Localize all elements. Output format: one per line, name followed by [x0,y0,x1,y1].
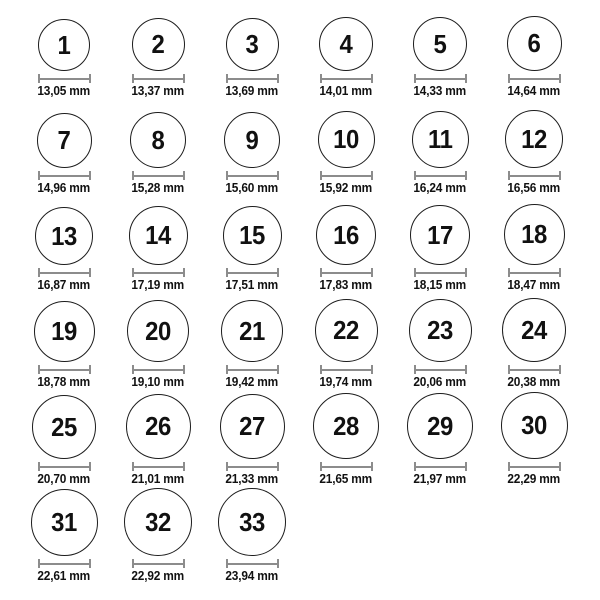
diameter-dimension-line [414,365,467,374]
dimension-hline [39,272,90,274]
ring-circle [407,393,473,459]
dimension-hline [227,466,278,468]
ring-size-number: 29 [427,410,453,441]
ring-size-cell [111,196,205,293]
diameter-label: 17,51 mm [225,278,279,292]
ring-size-number: 32 [145,506,171,537]
ring-size-number: 1 [57,29,71,60]
ring-circle [130,112,186,168]
diameter-label: 20,06 mm [413,375,467,389]
diameter-label: 15,28 mm [131,181,185,195]
ring-circle [127,300,189,362]
ring-size-number: 12 [521,123,547,154]
ring-circle [502,298,566,362]
dimension-hline [227,78,278,80]
diameter-dimension-line [38,559,91,568]
dimension-hline [133,78,184,80]
diameter-label: 15,60 mm [225,181,279,195]
diameter-label: 16,56 mm [507,181,561,195]
ring-size-cell [111,293,205,390]
diameter-label: 23,94 mm [225,569,279,583]
diameter-dimension-line [226,462,279,471]
ring-size-cell [299,99,393,196]
diameter-label: 20,70 mm [37,472,91,486]
dimension-hline [133,369,184,371]
ring-circle [126,394,191,459]
ring-circle [409,299,472,362]
ring-circle [220,394,285,459]
diameter-dimension-line [508,268,561,277]
ring-size-number: 8 [151,124,165,155]
ring-size-number: 24 [521,314,547,345]
dimension-hline [39,175,90,177]
diameter-dimension-line [508,365,561,374]
ring-size-number: 20 [145,315,171,346]
dimension-hline [39,369,90,371]
ring-size-cell [17,99,111,196]
diameter-label: 21,33 mm [225,472,279,486]
ring-size-cell [205,99,299,196]
diameter-dimension-line [226,171,279,180]
diameter-label: 17,83 mm [319,278,373,292]
ring-size-cell [17,487,111,584]
diameter-label: 15,92 mm [319,181,373,195]
ring-size-cell [487,99,581,196]
diameter-dimension-line [414,171,467,180]
ring-size-cell [111,99,205,196]
ring-size-number: 21 [239,315,265,346]
ring-size-number: 30 [521,410,547,440]
ring-size-cell [111,2,205,99]
diameter-dimension-line [414,462,467,471]
ring-size-cell [393,390,487,487]
ring-size-number: 9 [245,124,259,155]
ring-size-cell [393,196,487,293]
ring-size-cell [111,487,205,584]
ring-size-number: 15 [239,220,265,250]
dimension-hline [133,175,184,177]
diameter-label: 14,96 mm [37,181,91,195]
ring-size-cell [17,2,111,99]
ring-size-number: 3 [245,29,259,59]
ring-size-cell [17,293,111,390]
ring-size-number: 7 [57,125,71,155]
ring-size-number: 17 [427,219,453,250]
ring-size-cell [487,196,581,293]
ring-circle [315,299,378,362]
ring-size-number: 28 [333,410,359,441]
ring-circle [34,301,95,362]
dimension-hline [133,466,184,468]
diameter-dimension-line [226,268,279,277]
ring-size-row [17,2,583,99]
ring-circle [223,206,282,265]
dimension-hline [509,272,560,274]
dimension-hline [227,369,278,371]
diameter-label: 22,92 mm [131,569,185,583]
ring-size-number: 22 [333,315,359,345]
diameter-label: 14,01 mm [319,84,373,98]
diameter-dimension-line [508,74,561,83]
diameter-dimension-line [320,74,373,83]
dimension-hline [227,563,278,565]
ring-circle [410,205,470,265]
diameter-label: 21,01 mm [131,472,185,486]
ring-circle [32,395,96,459]
diameter-label: 17,19 mm [131,278,185,292]
diameter-dimension-line [508,462,561,471]
diameter-label: 16,24 mm [413,181,467,195]
ring-circle [318,111,375,168]
diameter-label: 22,61 mm [37,569,91,583]
diameter-label: 18,15 mm [413,278,467,292]
diameter-dimension-line [38,74,91,83]
diameter-dimension-line [226,365,279,374]
diameter-dimension-line [38,171,91,180]
dimension-hline [133,563,184,565]
ring-size-cell [487,2,581,99]
ring-circle [412,111,469,168]
ring-circle [507,16,562,71]
diameter-dimension-line [226,559,279,568]
dimension-hline [321,369,372,371]
diameter-label: 20,38 mm [507,375,561,389]
ring-size-number: 13 [51,220,77,251]
ring-size-number: 6 [527,28,541,58]
ring-circle [124,488,192,556]
ring-circle [38,19,90,71]
diameter-label: 14,64 mm [507,84,561,98]
ring-size-number: 2 [151,29,165,59]
ring-size-number: 5 [433,28,447,59]
diameter-dimension-line [132,462,185,471]
diameter-label: 16,87 mm [37,278,91,292]
ring-size-cell [393,2,487,99]
ring-size-cell [299,390,393,487]
ring-circle [129,206,188,265]
diameter-label: 21,65 mm [319,472,373,486]
ring-circle [35,207,93,265]
ring-circle [37,113,92,168]
ring-size-number: 19 [51,316,77,346]
ring-size-cell [205,2,299,99]
diameter-dimension-line [226,74,279,83]
ring-size-cell [393,293,487,390]
ring-size-cell [299,293,393,390]
dimension-hline [415,78,466,80]
ring-size-number: 10 [333,124,359,154]
diameter-dimension-line [132,74,185,83]
diameter-dimension-line [320,171,373,180]
diameter-dimension-line [320,268,373,277]
ring-size-cell [299,196,393,293]
dimension-hline [509,78,560,80]
diameter-dimension-line [38,462,91,471]
diameter-label: 13,69 mm [225,84,279,98]
ring-size-number: 25 [51,411,77,442]
ring-size-number: 23 [427,315,453,345]
ring-circle [316,205,376,265]
dimension-hline [321,466,372,468]
ring-circle [221,300,283,362]
diameter-label: 14,33 mm [413,84,467,98]
ring-size-row [17,487,583,584]
diameter-dimension-line [320,365,373,374]
dimension-hline [321,175,372,177]
ring-size-number: 4 [339,28,353,59]
diameter-label: 19,42 mm [225,375,279,389]
ring-size-cell [205,487,299,584]
diameter-label: 13,05 mm [37,84,91,98]
ring-size-row [17,99,583,196]
dimension-hline [415,175,466,177]
diameter-dimension-line [132,365,185,374]
dimension-hline [321,78,372,80]
ring-size-number: 18 [521,219,547,249]
ring-size-cell [205,196,299,293]
ring-circle [226,18,279,71]
dimension-hline [509,466,560,468]
ring-circle [132,18,185,71]
ring-circle [31,489,98,556]
dimension-hline [227,175,278,177]
dimension-hline [415,369,466,371]
diameter-label: 18,78 mm [37,375,91,389]
diameter-label: 18,47 mm [507,278,561,292]
ring-size-cell [205,390,299,487]
diameter-dimension-line [38,365,91,374]
ring-size-cell [487,293,581,390]
ring-circle [224,112,280,168]
dimension-hline [415,272,466,274]
ring-size-number: 27 [239,411,265,441]
diameter-label: 13,37 mm [131,84,185,98]
dimension-hline [39,466,90,468]
dimension-hline [321,272,372,274]
ring-circle [501,392,568,459]
ring-circle [319,17,373,71]
dimension-hline [39,563,90,565]
ring-size-cell [17,196,111,293]
diameter-dimension-line [320,462,373,471]
ring-size-number: 11 [427,124,453,154]
ring-size-cell [299,2,393,99]
diameter-label: 19,10 mm [131,375,185,389]
diameter-dimension-line [132,268,185,277]
ring-circle [313,393,379,459]
diameter-dimension-line [414,268,467,277]
diameter-dimension-line [508,171,561,180]
dimension-hline [415,466,466,468]
ring-size-number: 14 [145,220,171,250]
ring-size-row [17,390,583,487]
ring-circle [504,204,565,265]
ring-circle [218,488,286,556]
ring-size-number: 26 [145,411,171,441]
ring-size-number: 31 [51,507,77,537]
ring-circle [505,110,563,168]
ring-size-cell [393,99,487,196]
diameter-dimension-line [38,268,91,277]
diameter-label: 19,74 mm [319,375,373,389]
dimension-hline [133,272,184,274]
ring-size-row [17,293,583,390]
ring-size-cell [17,390,111,487]
dimension-hline [509,369,560,371]
ring-circle [413,17,467,71]
dimension-hline [39,78,90,80]
diameter-dimension-line [414,74,467,83]
ring-size-row [17,196,583,293]
diameter-dimension-line [132,171,185,180]
ring-size-cell [205,293,299,390]
dimension-hline [227,272,278,274]
ring-size-cell [487,390,581,487]
ring-size-number: 16 [333,219,359,250]
dimension-hline [509,175,560,177]
diameter-dimension-line [132,559,185,568]
diameter-label: 22,29 mm [507,472,561,486]
ring-size-number: 33 [239,506,265,537]
ring-size-cell [111,390,205,487]
diameter-label: 21,97 mm [413,472,467,486]
